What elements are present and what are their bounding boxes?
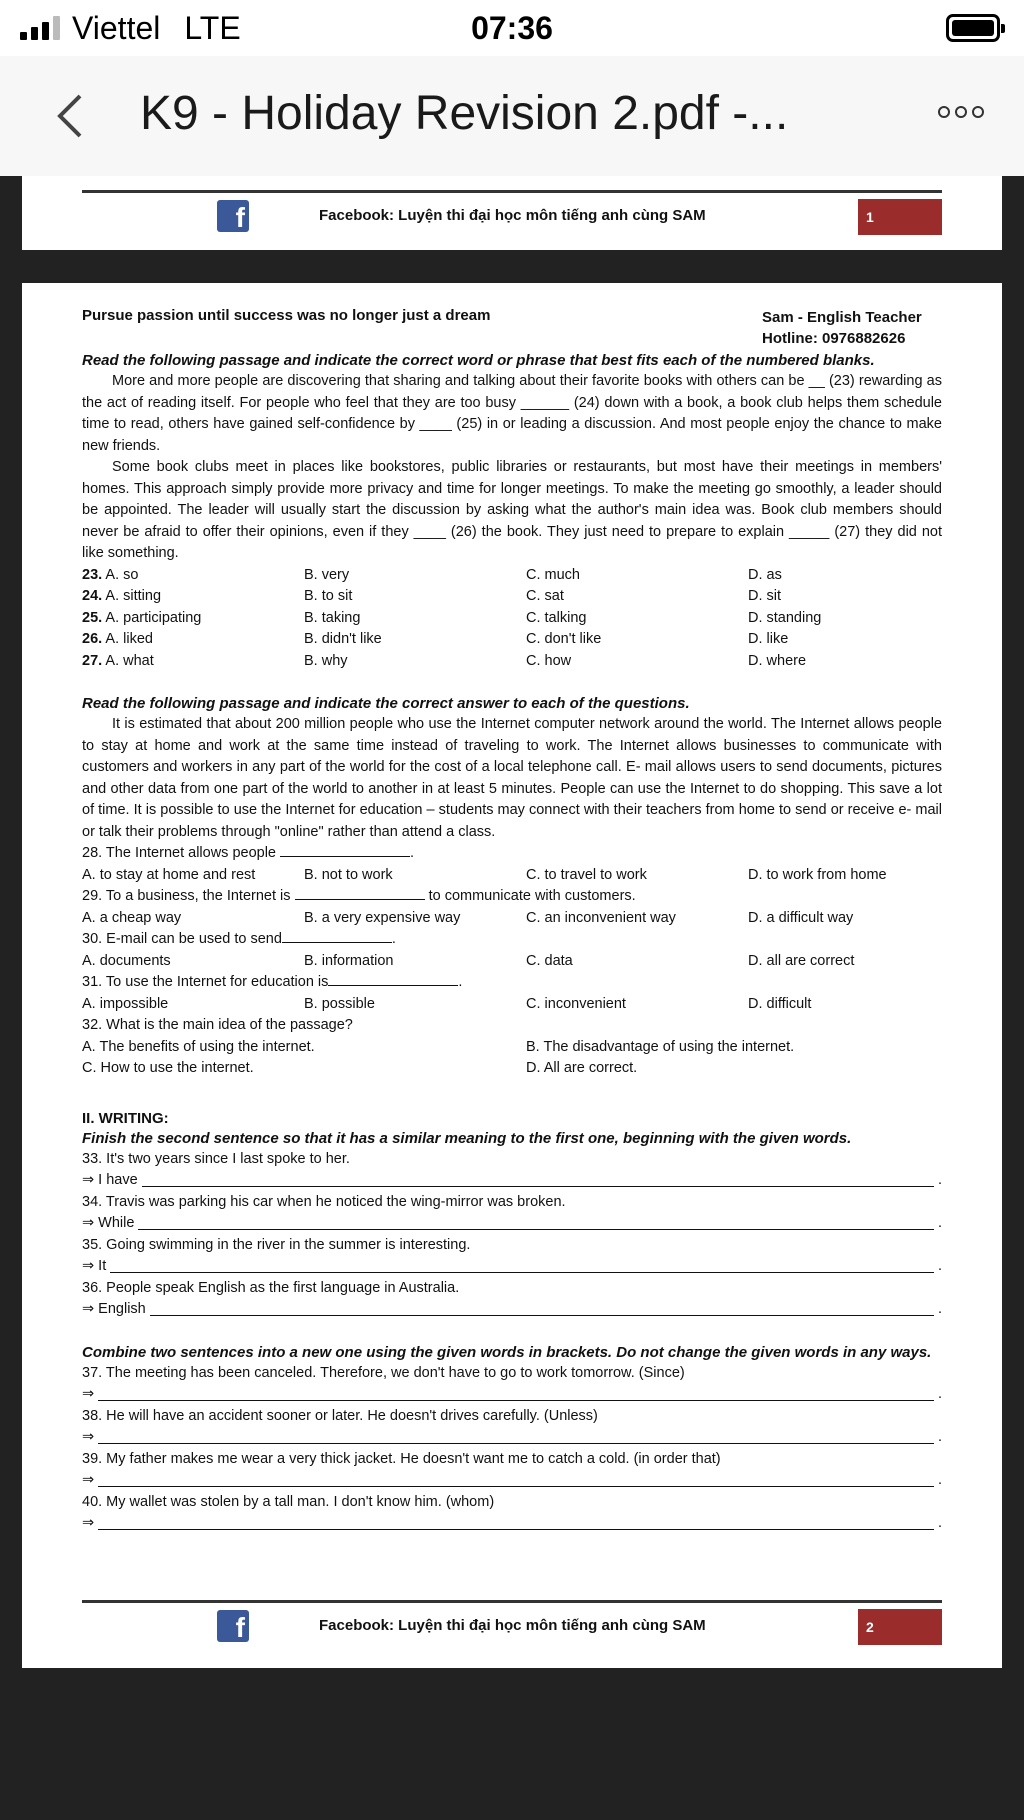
question-row: 27. A. what B. why C. how D. where xyxy=(82,652,807,669)
question-stem: 30. E-mail can be used to send . xyxy=(82,931,396,947)
clock: 07:36 xyxy=(471,9,553,46)
question-row: 25. A. participating B. taking C. talking D. standing xyxy=(82,609,822,626)
page-number: 2 xyxy=(858,1609,942,1645)
motto: Pursue passion until success was no longer just a dream xyxy=(82,307,491,324)
writing-question: 36. People speak English as the first language in Australia. xyxy=(82,1279,460,1296)
answer-options: A. a cheap way B. a very expensive way C. an inconvenient way D. a difficult way xyxy=(82,909,854,926)
passage-paragraph: More and more people are discovering that sharing and talking about their favorite books with others can be __ (23) rewarding as the act of reading itself. For people who feel that they are too busy ______ (24) down with a book, a book club helps them schedule time to read, others have gained self-confidence by ____ (25) in or leading a discussion. And most people enjoy the chance to make new friends. xyxy=(82,373,942,454)
question-row: 24. A. sitting B. to sit C. sat D. sit xyxy=(82,588,782,604)
pdf-page-2[interactable] xyxy=(22,283,1002,1668)
part1-instruction: Read the following passage and indicate the correct word or phrase that best fits each of the numbered blanks. xyxy=(82,352,875,369)
signal-icon xyxy=(20,16,60,40)
writing-question: 37. The meeting has been canceled. Therefore, we don't have to go to work tomorrow. (Since) xyxy=(82,1364,685,1381)
answer-line: ⇒ . xyxy=(82,1429,942,1445)
writing-question: 35. Going swimming in the river in the summer is interesting. xyxy=(82,1236,471,1253)
footer-text: Facebook: Luyện thi đại học môn tiếng anh cùng SAM xyxy=(319,207,706,224)
status-bar xyxy=(0,0,1024,56)
facebook-icon: f xyxy=(217,1610,249,1642)
page-footer xyxy=(82,190,942,238)
answer-options: A. documents B. information C. data D. all are correct xyxy=(82,952,855,969)
answer-line: ⇒ . xyxy=(82,1515,942,1531)
dot-icon xyxy=(955,106,967,118)
chevron-left-icon xyxy=(50,86,90,146)
answer-line: ⇒ While . xyxy=(82,1215,942,1231)
answer-line: ⇒ English . xyxy=(82,1301,942,1317)
battery-icon xyxy=(946,14,1000,42)
writing-question: 33. It's two years since I last spoke to her. xyxy=(82,1150,350,1167)
part1-questions xyxy=(82,565,942,673)
answer-line: ⇒ . xyxy=(82,1386,942,1402)
writing-question: 39. My father makes me wear a very thick jacket. He doesn't want me to catch a cold. (in order that) xyxy=(82,1450,721,1467)
question-row: 23. A. so B. very C. much D. as xyxy=(82,566,782,583)
facebook-icon: f xyxy=(217,200,249,232)
part2-instruction: Read the following passage and indicate the correct answer to each of the questions. xyxy=(82,695,690,712)
answer-line: ⇒ I have . xyxy=(82,1172,942,1188)
passage-paragraph: It is estimated that about 200 million people who use the Internet computer network around the world. The Internet allows people to stay at home and work at the same time instead of traveling to work. The Internet allows businesses to communicate with customers and workers in any part of the world for the cost of a local telephone call. E- mail allows users to send documents, pictures and other data from one part of the world to another in at least 5 minutes. People can use the Internet to do shopping. This save a lot of time. It is possible to use the Internet for education – students may connect with their teachers from home to send or receive e- mail or talk their problems through "online" rather than attend a class. xyxy=(82,716,942,840)
hotline: Hotline: 0976882626 xyxy=(762,330,906,347)
question-stem: 32. What is the main idea of the passage? xyxy=(82,1017,353,1033)
answer-options: A. impossible B. possible C. inconvenient D. difficult xyxy=(82,995,812,1012)
more-button[interactable] xyxy=(938,106,984,118)
writing-question: 40. My wallet was stolen by a tall man. I don't know him. (whom) xyxy=(82,1493,495,1510)
writing-items-2 xyxy=(82,1363,942,1535)
dot-icon xyxy=(972,106,984,118)
dot-icon xyxy=(938,106,950,118)
answer-options: A. to stay at home and rest B. not to work C. to travel to work D. to work from home xyxy=(82,866,887,883)
answer-line: ⇒ It . xyxy=(82,1258,942,1274)
footer-text: Facebook: Luyện thi đại học môn tiếng anh cùng SAM xyxy=(319,1617,706,1634)
page-number: 1 xyxy=(858,199,942,235)
writing-question: 38. He will have an accident sooner or later. He doesn't drives carefully. (Unless) xyxy=(82,1407,598,1424)
writing-question: 34. Travis was parking his car when he noticed the wing-mirror was broken. xyxy=(82,1193,566,1210)
document-title: K9 - Holiday Revision 2.pdf -... xyxy=(140,87,789,140)
question-stem: 31. To use the Internet for education is . xyxy=(82,974,463,990)
page-footer xyxy=(82,1600,942,1648)
network-type: LTE xyxy=(184,9,241,46)
section-title: II. WRITING: xyxy=(82,1109,169,1127)
answer-options: A. The benefits of using the internet. B. The disadvantage of using the internet. C. How to use the internet. D. All are correct. xyxy=(82,1038,795,1076)
writing-instruction: Combine two sentences into a new one using the given words in brackets. Do not change the given words in any ways. xyxy=(82,1343,932,1361)
writing-instruction: Finish the second sentence so that it has a similar meaning to the first one, beginning with the given words. xyxy=(82,1129,852,1147)
question-stem: 28. The Internet allows people . xyxy=(82,845,415,861)
teacher-name: Sam - English Teacher xyxy=(762,309,922,326)
page-header xyxy=(82,307,942,349)
pdf-page-1[interactable] xyxy=(22,176,1002,250)
passage-paragraph: Some book clubs meet in places like bookstores, public libraries or restaurants, but most have their meetings in members' homes. This approach simply provide more privacy and time for longer meetings. To make the meeting go smoothly, a leader should be appointed. The leader will usually start the discussion by asking what the author's main idea was. Book club members should never be afraid to offer their opinions, even if they ____ (26) the book. They just need to prepare to explain _____ (27) they did not like something. xyxy=(82,459,942,561)
question-stem: 29. To a business, the Internet is to communicate with customers. xyxy=(82,888,636,904)
carrier-name: Viettel xyxy=(72,9,161,46)
answer-line: ⇒ . xyxy=(82,1472,942,1488)
nav-bar xyxy=(0,56,1024,176)
back-button[interactable] xyxy=(50,86,90,146)
question-row: 26. A. liked B. didn't like C. don't like D. like xyxy=(82,631,789,647)
writing-items-1 xyxy=(82,1149,942,1321)
